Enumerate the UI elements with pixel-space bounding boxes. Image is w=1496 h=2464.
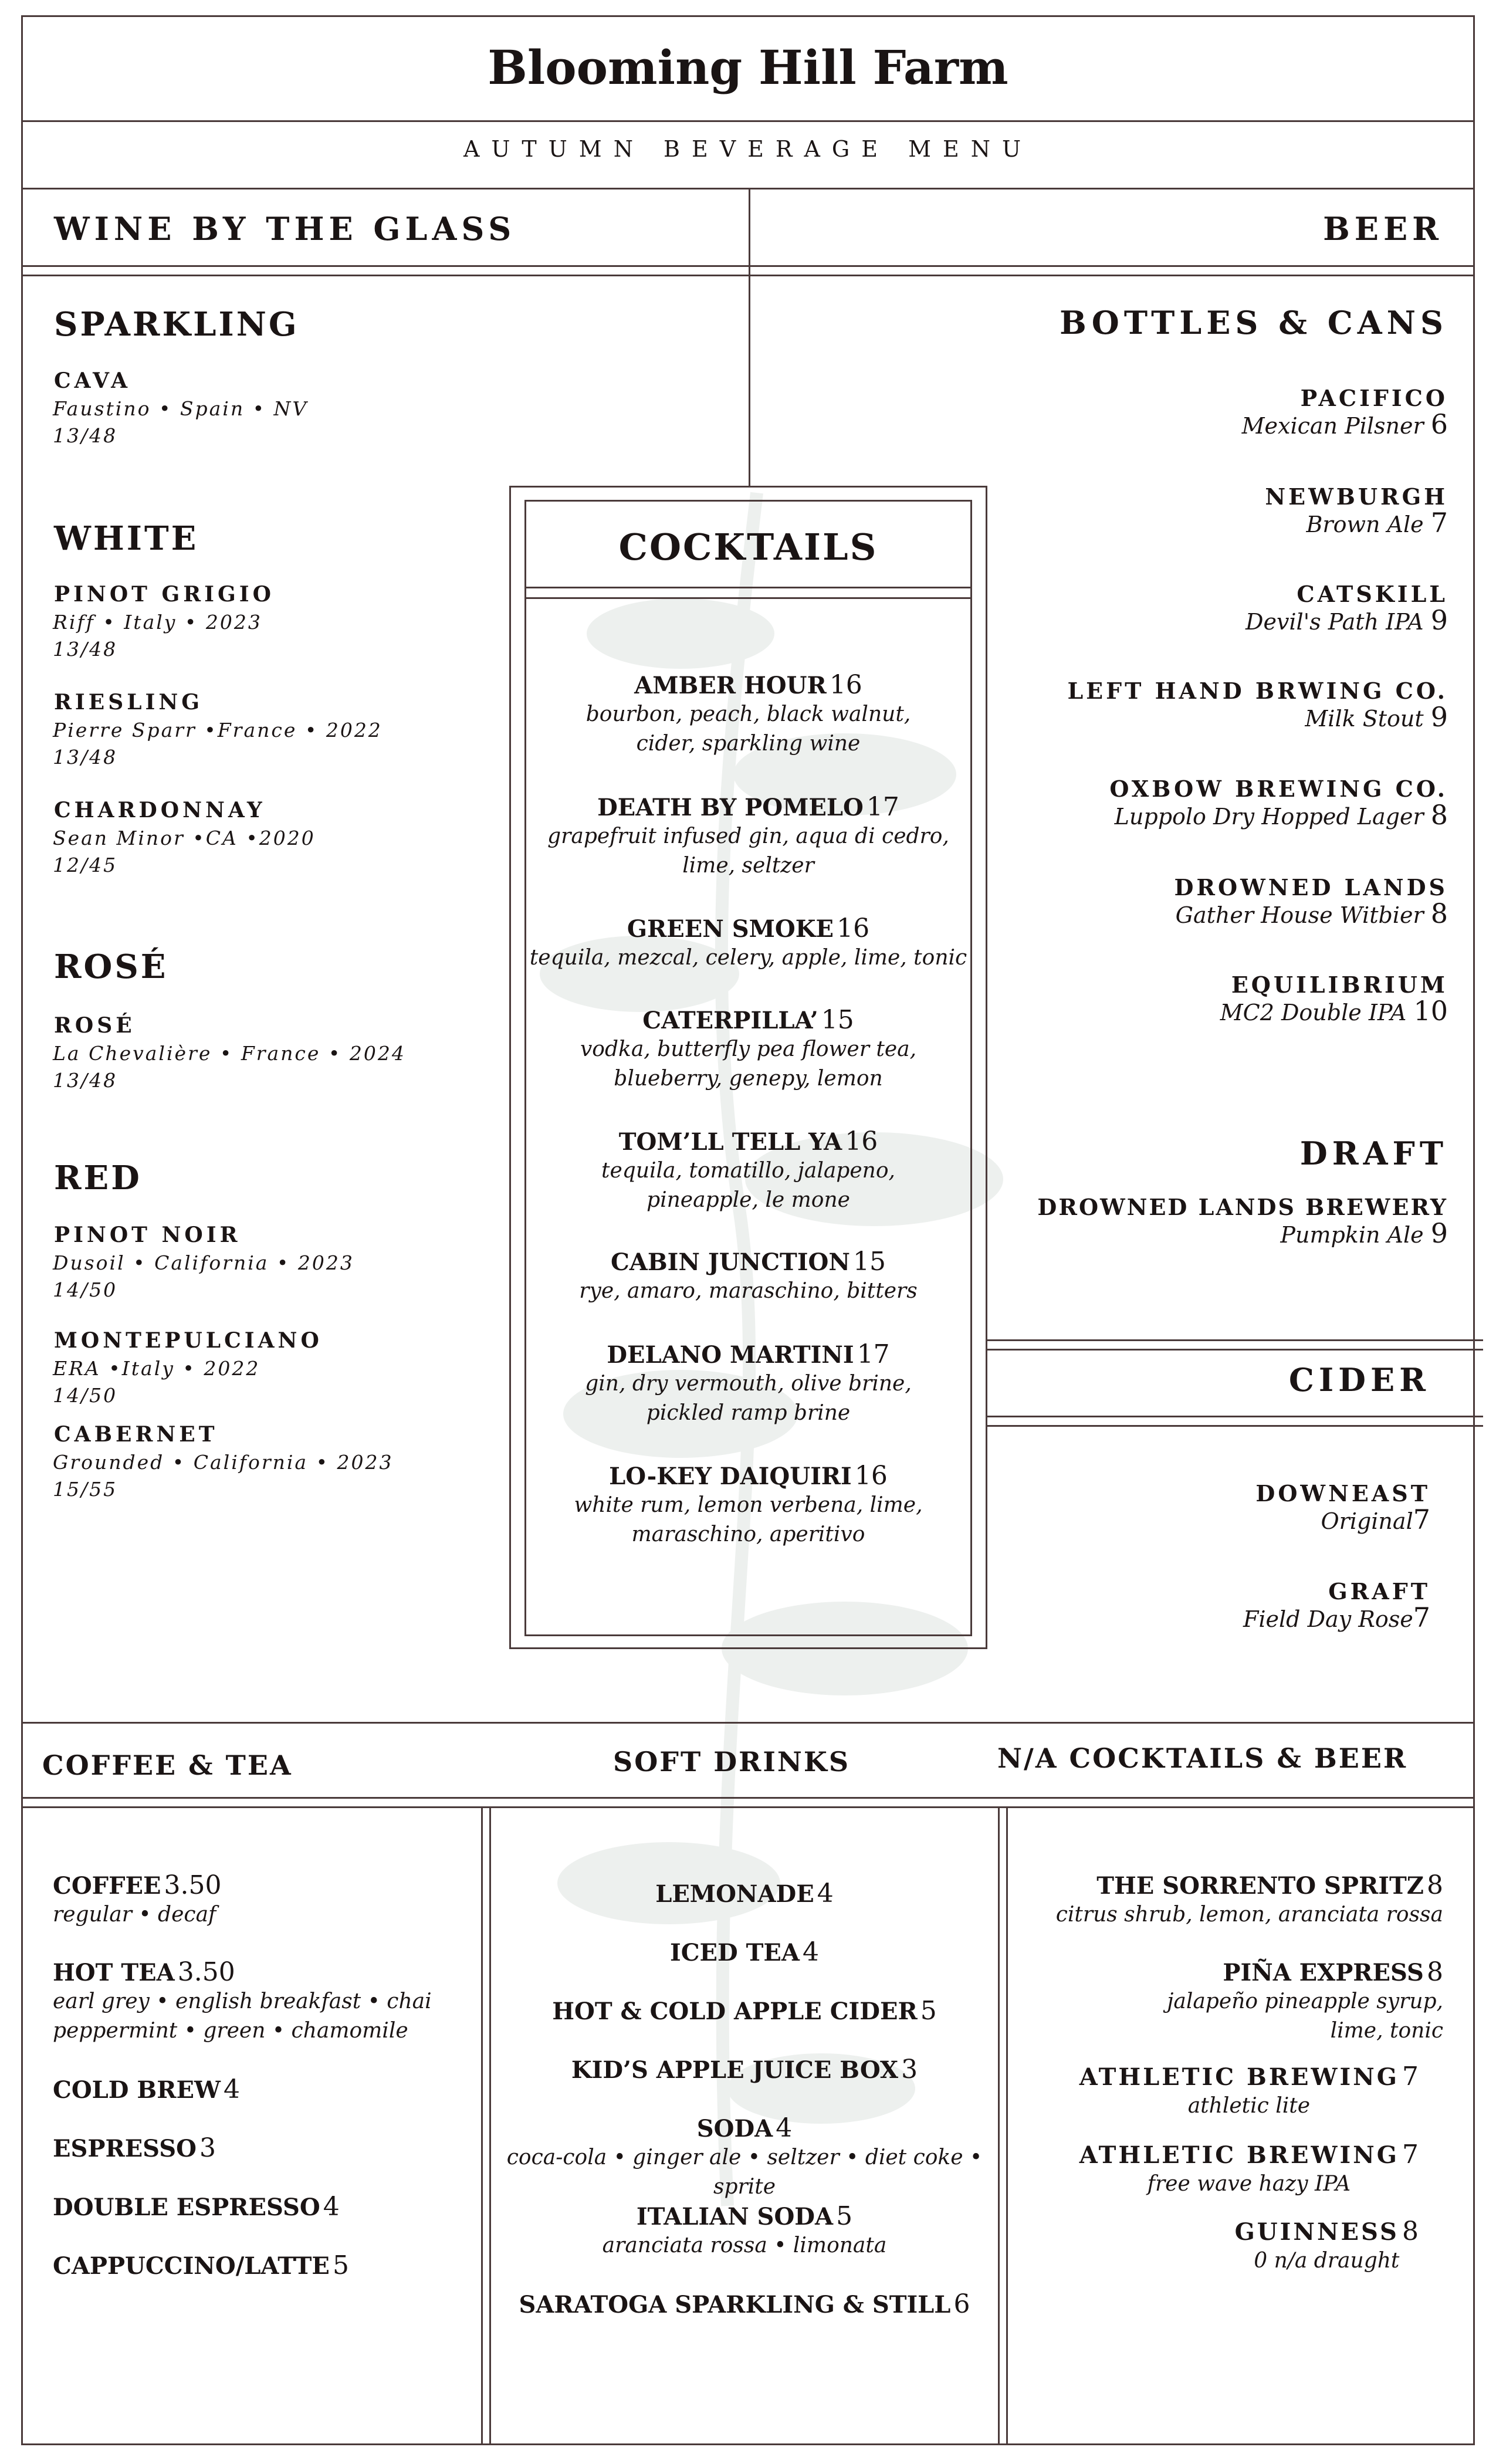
wine-category-label: SPARKLING xyxy=(54,305,299,344)
soft-drink-name: HOT & COLD APPLE CIDER xyxy=(552,1998,918,2025)
coffee-item xyxy=(53,2133,216,2163)
soft-drink-title-row xyxy=(491,2289,998,2319)
na-item xyxy=(1079,2062,1419,2121)
wine-origin: Riff • Italy • 2023 xyxy=(53,611,262,634)
divider xyxy=(21,188,1475,189)
cider-row xyxy=(1321,1504,1430,1535)
wine-origin: Sean Minor •CA •2020 xyxy=(53,827,316,849)
wine-details xyxy=(53,395,308,449)
na-title-row xyxy=(1167,1957,1443,1987)
divider xyxy=(987,1425,1483,1427)
beer-style: Pumpkin Ale xyxy=(1280,1222,1424,1248)
na-description: athletic lite xyxy=(1187,2094,1311,2118)
coffee-price: 3.50 xyxy=(164,1870,222,1900)
soft-drink-name: LEMONADE xyxy=(655,1880,814,1908)
beer-name: PACIFICO xyxy=(1300,385,1448,411)
cocktail-name: LO-KEY DAIQUIRI xyxy=(609,1463,852,1490)
cocktails-heading: COCKTAILS xyxy=(618,526,878,568)
na-price: 7 xyxy=(1402,2062,1419,2091)
soft-drink-price: 6 xyxy=(953,2289,970,2319)
divider xyxy=(524,597,972,599)
cider-price: 7 xyxy=(1413,1504,1430,1535)
soft-drink-options: aranciata rossa • limonata xyxy=(602,2233,887,2257)
soft-drink-item xyxy=(491,2055,998,2084)
na-description: free wave hazy IPA xyxy=(1147,2172,1351,2196)
coffee-options: earl grey • english breakfast • chai xyxy=(53,1989,432,2013)
beer-name: LEFT HAND BRWING CO. xyxy=(1067,678,1448,704)
beer-price: 6 xyxy=(1430,408,1448,440)
soft-drink-options: coca-cola • ginger ale • seltzer • diet coke • sprite xyxy=(506,2145,983,2199)
na-item xyxy=(1235,2216,1419,2276)
coffee-name: COLD BREW xyxy=(53,2076,221,2104)
coffee-name: CAPPUCCINO/LATTE xyxy=(53,2252,330,2280)
soft-drink-item xyxy=(491,2289,998,2319)
cocktail-price: 17 xyxy=(866,792,899,822)
beer-price: 8 xyxy=(1430,799,1448,831)
cocktail-item xyxy=(509,670,987,759)
cocktail-title-row xyxy=(509,1005,987,1035)
na-description: jalapeño pineapple syrup, xyxy=(1167,1989,1443,2013)
cocktail-name: TOM’LL TELL YA xyxy=(618,1128,842,1156)
cocktail-ingredients: lime, seltzer xyxy=(682,854,814,878)
cocktail-ingredients: grapefruit infused gin, aqua di cedro, xyxy=(547,824,949,848)
soft-drink-item xyxy=(491,2113,998,2202)
wine-origin: Dusoil • California • 2023 xyxy=(53,1251,354,1274)
cocktail-ingredients: tequila, mezcal, celery, apple, lime, tonic xyxy=(529,946,967,970)
coffee-title-row xyxy=(53,1957,432,1987)
beer-style: Milk Stout xyxy=(1305,706,1424,732)
cocktail-ingredients: gin, dry vermouth, olive brine, xyxy=(585,1372,912,1396)
wine-origin: ERA •Italy • 2022 xyxy=(53,1357,260,1380)
na-price: 8 xyxy=(1427,1957,1443,1987)
cocktail-ingredients: cider, sparkling wine xyxy=(636,732,861,756)
coffee-name: ESPRESSO xyxy=(53,2135,197,2162)
cocktail-item xyxy=(509,1247,987,1306)
na-name: ATHLETIC BREWING xyxy=(1079,2063,1399,2091)
cider-heading: CIDER xyxy=(1288,1361,1430,1399)
beer-name: DROWNED LANDS BREWERY xyxy=(1037,1194,1448,1220)
beer-style: Gather House Witbier xyxy=(1175,902,1424,928)
na-description: 0 n/a draught xyxy=(1254,2249,1400,2273)
beer-row xyxy=(1306,507,1448,539)
coffee-price: 4 xyxy=(323,2192,340,2222)
wine-price: 15/55 xyxy=(53,1478,118,1501)
na-item xyxy=(1056,1870,1443,1930)
soft-drink-price: 4 xyxy=(776,2113,793,2143)
soft-drink-price: 4 xyxy=(803,1937,820,1967)
cocktail-ingredients: pineapple, le mone xyxy=(647,1188,850,1212)
coffee-item xyxy=(53,2074,240,2104)
coffee-price: 4 xyxy=(223,2074,240,2104)
wine-heading: WINE BY THE GLASS xyxy=(54,210,516,248)
soft-drink-price: 5 xyxy=(836,2201,853,2231)
cider-row xyxy=(1243,1602,1430,1633)
na-name: ATHLETIC BREWING xyxy=(1079,2141,1399,2169)
cocktail-name: DEATH BY POMELO xyxy=(597,794,864,821)
wine-price: 13/48 xyxy=(53,638,118,661)
beer-row xyxy=(1220,995,1448,1027)
wine-origin: Grounded • California • 2023 xyxy=(53,1451,394,1474)
beer-price: 10 xyxy=(1413,995,1448,1027)
draft-label: DRAFT xyxy=(1299,1135,1448,1172)
cocktail-price: 17 xyxy=(857,1339,890,1369)
wine-price: 12/45 xyxy=(53,854,118,876)
na-price: 8 xyxy=(1427,1870,1443,1900)
wine-name: CABERNET xyxy=(54,1422,218,1447)
soft-drink-item xyxy=(491,2201,998,2260)
coffee-item xyxy=(53,2192,340,2222)
beer-price: 7 xyxy=(1430,507,1448,539)
divider xyxy=(998,1808,1000,2445)
coffee-title-row xyxy=(53,2250,349,2280)
coffee-options: regular • decaf xyxy=(53,1903,216,1927)
wine-origin: Pierre Sparr •France • 2022 xyxy=(53,719,383,742)
na-name: THE SORRENTO SPRITZ xyxy=(1096,1872,1424,1900)
soft-drink-name: SODA xyxy=(696,2115,773,2143)
cider-price: 7 xyxy=(1413,1602,1430,1633)
wine-category-label: ROSÉ xyxy=(54,947,168,986)
wine-name: ROSÉ xyxy=(54,1013,136,1038)
wine-price: 13/48 xyxy=(53,746,118,769)
cocktail-ingredients: rye, amaro, maraschino, bitters xyxy=(579,1279,918,1303)
wine-details xyxy=(53,1449,394,1503)
beer-row xyxy=(1176,898,1448,929)
wine-name: CHARDONNAY xyxy=(54,798,266,823)
beer-name: DROWNED LANDS xyxy=(1174,874,1448,901)
cider-style: Field Day Rose xyxy=(1243,1606,1413,1632)
wine-details xyxy=(53,1040,406,1094)
soft-drink-name: ITALIAN SODA xyxy=(636,2203,834,2231)
coffee-item xyxy=(53,1957,432,2046)
divider xyxy=(524,587,972,588)
soft-drink-title-row xyxy=(491,1937,998,1967)
wine-category-label: RED xyxy=(54,1159,142,1197)
cocktail-name: CABIN JUNCTION xyxy=(610,1248,850,1276)
soft-drink-title-row xyxy=(491,2055,998,2084)
soft-drink-item xyxy=(491,1996,998,2026)
na-title-row xyxy=(1056,1870,1443,1900)
soft-drink-price: 5 xyxy=(920,1996,937,2026)
cocktail-title-row xyxy=(509,1126,987,1156)
wine-price: 14/50 xyxy=(53,1278,118,1301)
na-title-row xyxy=(1079,2062,1419,2091)
wine-name: PINOT NOIR xyxy=(54,1223,241,1247)
soft-drink-title-row xyxy=(491,1879,998,1908)
coffee-heading: COFFEE & TEA xyxy=(42,1749,293,1781)
cocktail-name: GREEN SMOKE xyxy=(627,915,834,943)
cocktail-title-row xyxy=(509,792,987,822)
cocktail-ingredients: maraschino, aperitivo xyxy=(631,1522,865,1546)
divider xyxy=(987,1416,1483,1417)
page-title: Blooming Hill Farm xyxy=(488,40,1008,95)
cocktail-name: AMBER HOUR xyxy=(634,672,827,699)
soft-drink-name: ICED TEA xyxy=(669,1939,800,1967)
beer-style: Brown Ale xyxy=(1306,512,1424,537)
cocktail-name: DELANO MARTINI xyxy=(607,1341,854,1369)
beer-style: Devil's Path IPA xyxy=(1245,609,1424,635)
cocktail-title-row xyxy=(509,1461,987,1491)
divider xyxy=(21,265,1475,267)
wine-details xyxy=(53,609,262,663)
coffee-title-row xyxy=(53,1870,222,1900)
na-item xyxy=(1079,2140,1419,2199)
coffee-name: HOT TEA xyxy=(53,1959,175,1986)
beer-heading: BEER xyxy=(1323,210,1443,248)
wine-price: 13/48 xyxy=(53,1069,118,1092)
cocktail-ingredients: pickled ramp brine xyxy=(646,1401,851,1425)
cocktail-title-row xyxy=(509,913,987,943)
na-heading: N/A COCKTAILS & BEER xyxy=(997,1742,1408,1774)
beer-name: NEWBURGH xyxy=(1265,483,1448,510)
na-price: 7 xyxy=(1402,2140,1419,2169)
coffee-title-row xyxy=(53,2074,240,2104)
soft-drink-item xyxy=(491,1937,998,1967)
divider xyxy=(1006,1808,1008,2445)
cocktail-item xyxy=(509,1339,987,1428)
na-name: GUINNESS xyxy=(1234,2218,1399,2246)
soft-drink-title-row xyxy=(491,2113,998,2143)
beer-row xyxy=(1115,799,1448,831)
beer-price: 8 xyxy=(1430,898,1448,929)
coffee-price: 5 xyxy=(332,2250,349,2280)
cider-name: GRAFT xyxy=(1328,1578,1430,1605)
soft-drinks-heading: SOFT DRINKS xyxy=(613,1746,851,1778)
cocktail-price: 16 xyxy=(829,670,862,700)
divider xyxy=(21,1806,1475,1808)
beer-style: Mexican Pilsner xyxy=(1241,413,1424,439)
beer-row xyxy=(1280,1217,1448,1249)
cocktail-price: 16 xyxy=(854,1461,888,1491)
cocktail-ingredients: bourbon, peach, black walnut, xyxy=(585,702,911,726)
coffee-price: 3.50 xyxy=(177,1957,235,1987)
na-title-row xyxy=(1079,2140,1419,2169)
na-price: 8 xyxy=(1402,2216,1419,2246)
soft-drink-item xyxy=(491,1879,998,1908)
wine-price: 14/50 xyxy=(53,1384,118,1407)
divider xyxy=(21,1797,1475,1799)
cocktail-name: CATERPILLA’ xyxy=(642,1007,818,1034)
cocktail-item xyxy=(509,913,987,973)
coffee-item xyxy=(53,1870,222,1930)
divider xyxy=(987,1349,1483,1351)
coffee-name: DOUBLE ESPRESSO xyxy=(53,2194,320,2221)
coffee-title-row xyxy=(53,2133,216,2163)
coffee-options: peppermint • green • chamomile xyxy=(53,2019,408,2043)
cocktail-price: 15 xyxy=(853,1247,886,1277)
beer-style: MC2 Double IPA xyxy=(1220,1000,1407,1025)
cocktail-ingredients: tequila, tomatillo, jalapeno, xyxy=(601,1159,895,1183)
soft-drink-price: 3 xyxy=(901,2055,918,2084)
wine-details xyxy=(53,1250,354,1304)
soft-drink-title-row xyxy=(491,1996,998,2026)
beer-price: 9 xyxy=(1430,1217,1448,1249)
cocktail-price: 15 xyxy=(821,1005,854,1035)
cocktail-price: 16 xyxy=(845,1126,878,1156)
soft-drink-title-row xyxy=(491,2201,998,2231)
wine-origin: La Chevalière • France • 2024 xyxy=(53,1042,406,1065)
cocktail-title-row xyxy=(509,670,987,700)
cider-name: DOWNEAST xyxy=(1255,1480,1430,1507)
cocktail-item xyxy=(509,1126,987,1215)
soft-drink-name: SARATOGA SPARKLING & STILL xyxy=(519,2291,951,2319)
divider xyxy=(481,1808,483,2445)
divider xyxy=(21,1722,1475,1724)
wine-name: CAVA xyxy=(54,368,131,393)
beer-price: 9 xyxy=(1430,701,1448,733)
beer-row xyxy=(1305,701,1448,733)
coffee-price: 3 xyxy=(199,2133,216,2163)
na-name: PIÑA EXPRESS xyxy=(1223,1959,1424,1986)
cocktail-title-row xyxy=(509,1247,987,1277)
coffee-name: COFFEE xyxy=(53,1872,161,1900)
wine-name: PINOT GRIGIO xyxy=(54,582,275,607)
cocktail-item xyxy=(509,792,987,881)
coffee-title-row xyxy=(53,2192,340,2222)
divider xyxy=(21,275,1475,276)
cocktail-price: 16 xyxy=(837,913,870,943)
beer-row xyxy=(1245,604,1448,636)
cocktail-item xyxy=(509,1005,987,1094)
na-item xyxy=(1167,1957,1443,2046)
beer-name: CATSKILL xyxy=(1297,581,1448,607)
na-title-row xyxy=(1235,2216,1419,2246)
na-description: lime, tonic xyxy=(1330,2019,1443,2043)
wine-name: RIESLING xyxy=(54,690,203,715)
wine-name: MONTEPULCIANO xyxy=(54,1328,323,1353)
wine-details xyxy=(53,1355,260,1409)
soft-drink-name: KID’S APPLE JUICE BOX xyxy=(571,2056,899,2084)
cocktail-item xyxy=(509,1461,987,1549)
wine-details xyxy=(53,717,383,771)
cocktail-ingredients: white rum, lemon verbena, lime, xyxy=(574,1493,923,1517)
wine-origin: Faustino • Spain • NV xyxy=(53,397,309,420)
beer-style: Luppolo Dry Hopped Lager xyxy=(1114,804,1424,830)
wine-price: 13/48 xyxy=(53,424,118,447)
cocktail-title-row xyxy=(509,1339,987,1369)
cider-style: Original xyxy=(1321,1508,1413,1534)
beer-price: 9 xyxy=(1430,604,1448,636)
wine-details xyxy=(53,825,316,879)
divider xyxy=(749,188,750,487)
na-description: citrus shrub, lemon, aranciata rossa xyxy=(1055,1903,1443,1927)
bottles-label: BOTTLES & CANS xyxy=(1060,304,1448,341)
beer-name: OXBOW BREWING CO. xyxy=(1109,776,1448,802)
page-subtitle: AUTUMN BEVERAGE MENU xyxy=(463,136,1033,162)
divider xyxy=(21,120,1475,122)
cocktail-ingredients: vodka, butterfly pea flower tea, xyxy=(580,1037,917,1061)
divider xyxy=(987,1339,1483,1341)
soft-drink-price: 4 xyxy=(817,1879,834,1908)
coffee-item xyxy=(53,2250,349,2280)
beer-row xyxy=(1242,408,1448,440)
wine-category-label: WHITE xyxy=(54,519,199,558)
beer-name: EQUILIBRIUM xyxy=(1231,972,1448,998)
cocktail-ingredients: blueberry, genepy, lemon xyxy=(614,1067,883,1091)
